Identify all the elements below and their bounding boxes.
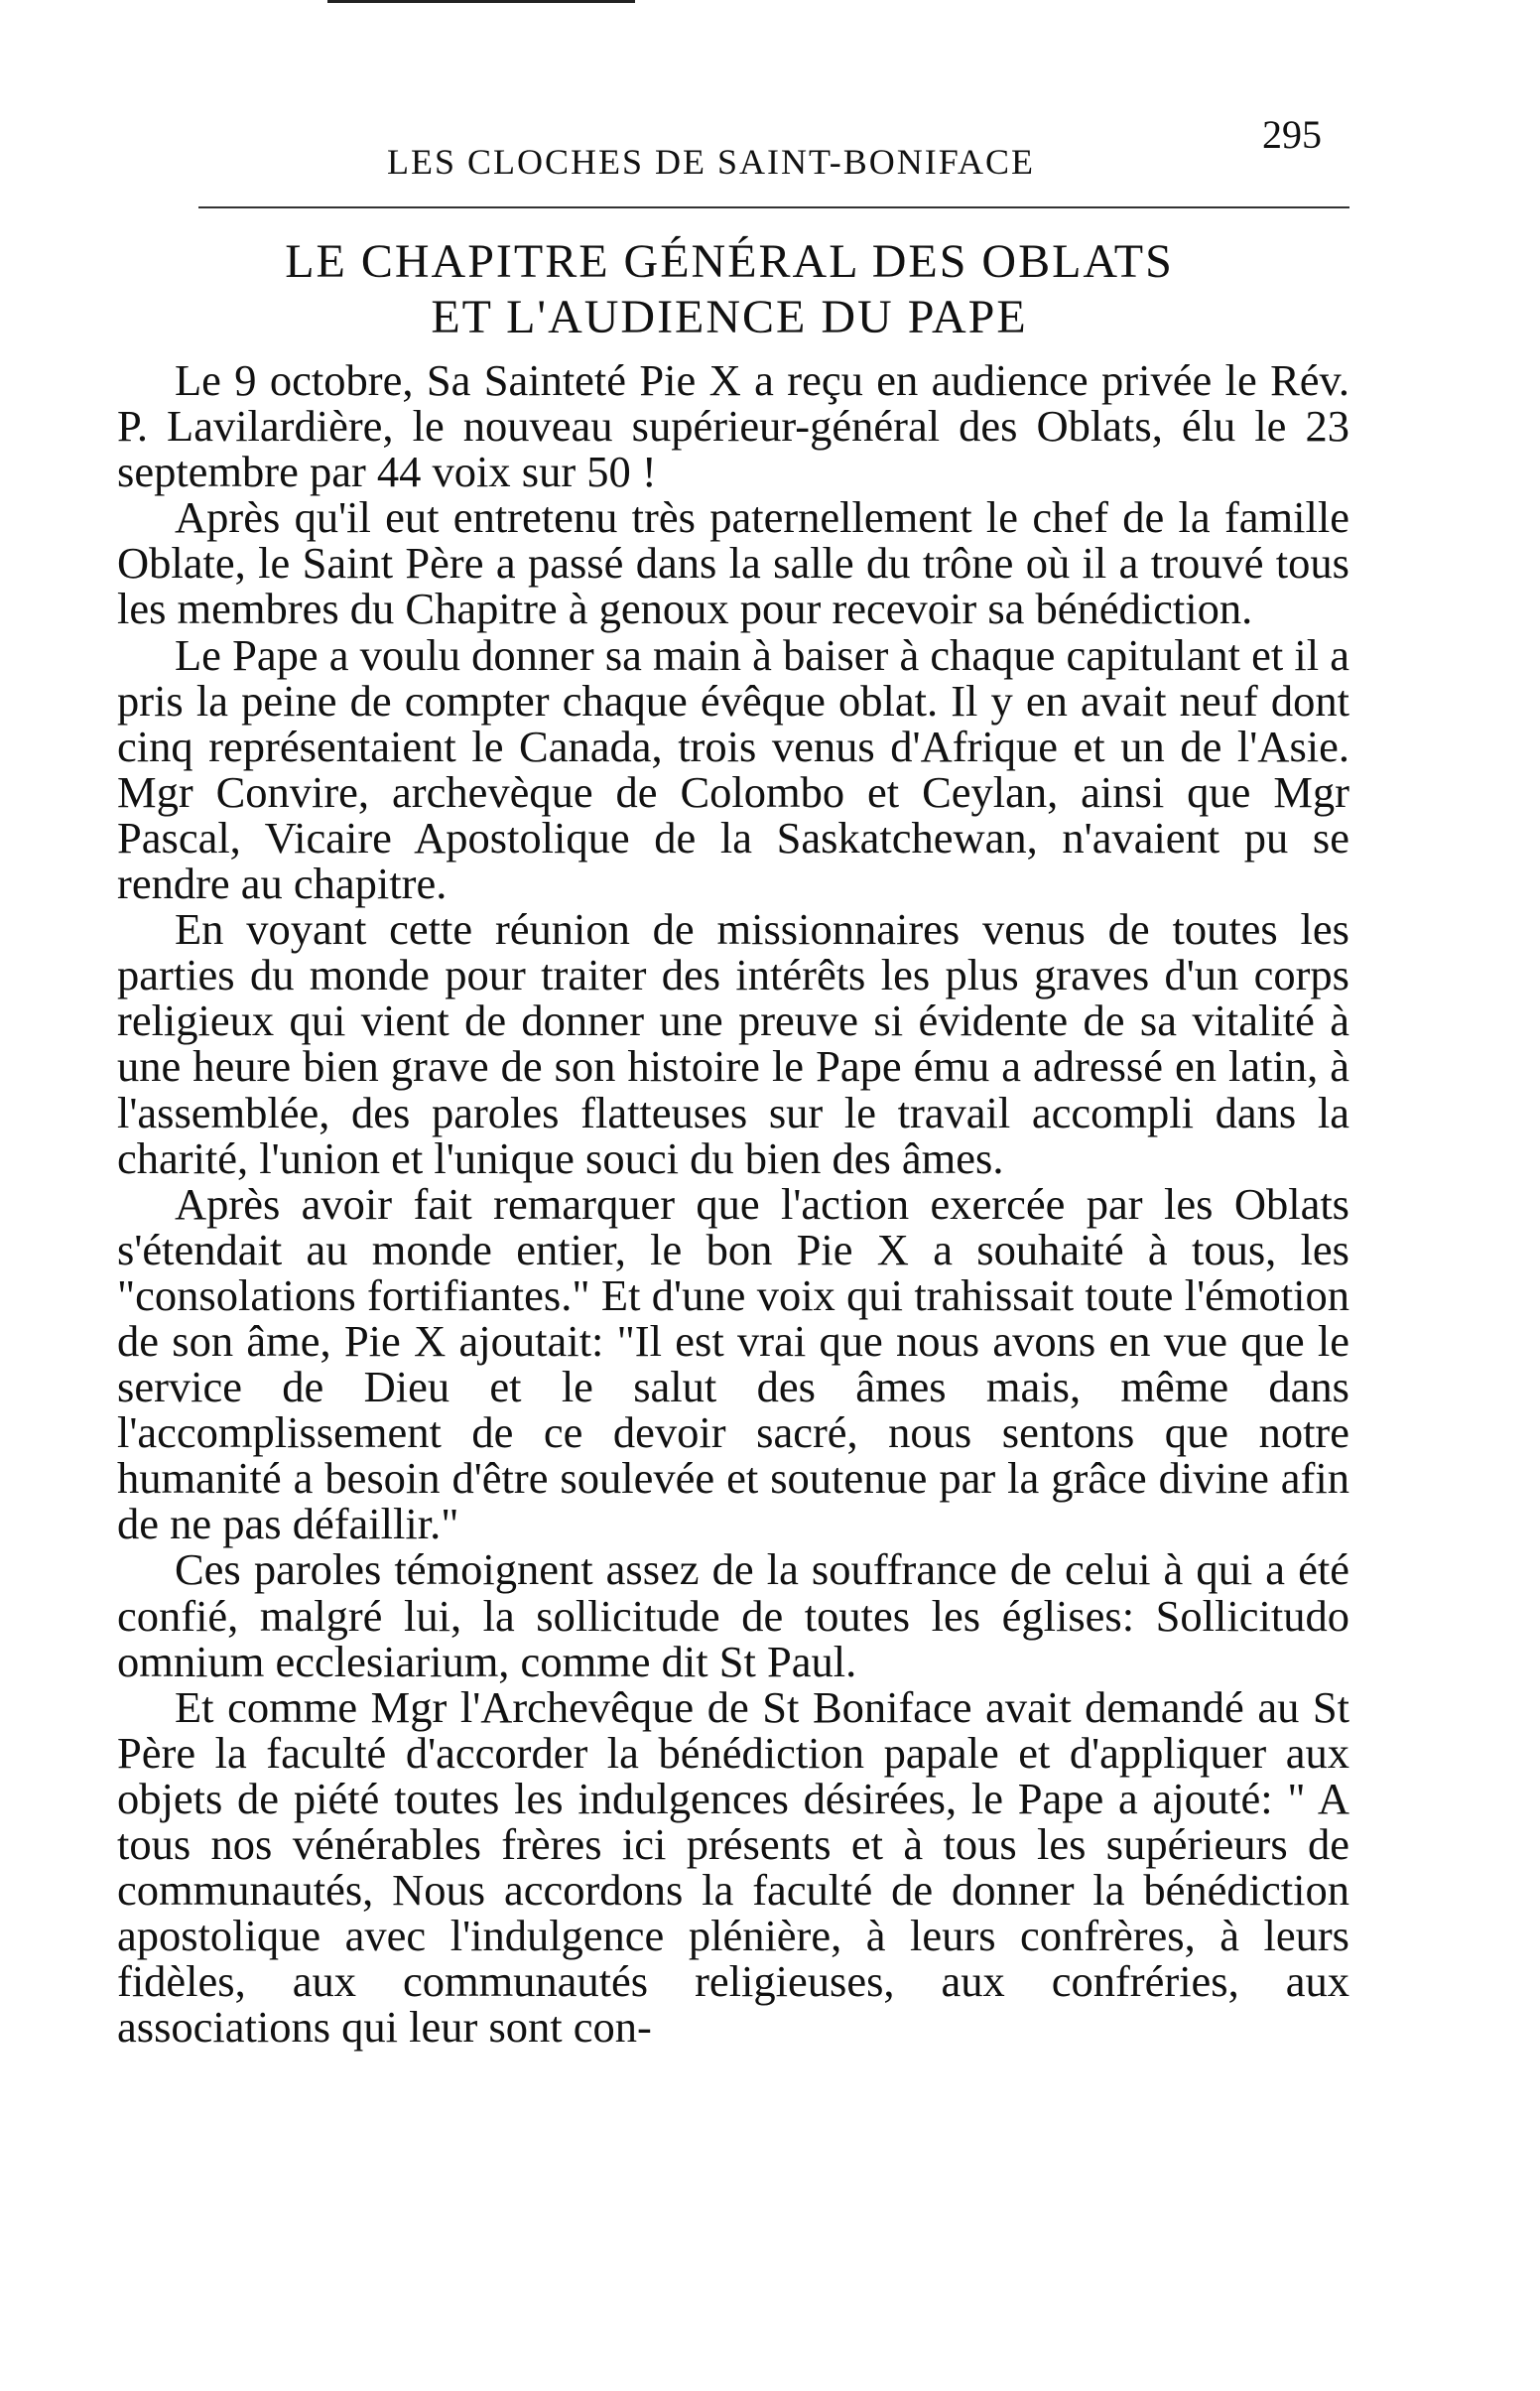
article-title: [109, 234, 1349, 345]
article-body: [117, 355, 1349, 2053]
paragraph: En voyant cette réunion de missionnaires venus de toutes les parties du monde pour traiter des intérêts les plus graves d'un corps religieux qui vient de donner une preuve si évidente de sa vitalité à une heure bien grave de son histoire le Pape ému a adressé en latin, à l'assemblée, des paroles flatteuses sur le travail accompli dans la charité, l'union et l'unique souci du bien des âmes.: [117, 904, 1349, 1183]
paragraph: Ces paroles témoignent assez de la souffrance de celui à qui a été confié, malgré lui, la sollicitude de toutes les églises: Sollicitudo omnium ecclesiarium, comme dit St Paul.: [117, 1544, 1349, 1686]
paragraph: Après qu'il eut entretenu très paternellement le chef de la famille Oblate, le Saint Père a passé dans la salle du trône où il a trouvé tous les membres du Chapitre à genoux pour recevoir sa bénédiction.: [117, 492, 1349, 634]
page-number: 295: [1262, 112, 1322, 157]
paragraph: Après avoir fait remarquer que l'action exercée par les Oblats s'étendait au monde entier, le bon Pie X a souhaité à tous, les "consolations fortifiantes." Et d'une voix qui trahissait toute l'émotion de son âme, Pie X ajoutait: "Il est vrai que nous avons en vue que le service de Dieu et le salut des âmes mais, même dans l'accomplissement de ce devoir sacré, nous sentons que notre humanité a besoin d'être soulevée et soutenue par la grâce divine afin de ne pas défaillir.": [117, 1178, 1349, 1549]
running-title: LES CLOCHES DE SAINT-BONIFACE: [387, 142, 1036, 182]
article-title-line-1: LE CHAPITRE GÉNÉRAL DES OBLATS: [285, 235, 1174, 288]
paragraph: Et comme Mgr l'Archevêque de St Boniface avait demandé au St Père la faculté d'accorder la bénédiction papale et d'appliquer aux objets de piété toutes les indulgences désirées, le Pape a ajouté: " A tous nos vénérables frères ici présents et à tous les supérieurs de communautés, Nous accordons la faculté de donner la bénédiction apostolique avec l'indulgence plénière, à leurs confrères, à leurs fidèles, aux communautés religieuses, aux confréries, aux associations qui leur sont con-: [117, 1681, 1349, 2053]
running-head: [0, 112, 1540, 191]
article-title-line-2: ET L'AUDIENCE DU PAPE: [431, 291, 1028, 343]
top-edge-rule: [327, 0, 635, 3]
paragraph: Le 9 octobre, Sa Sainteté Pie X a reçu en audience privée le Rév. P. Lavilardière, le nouveau supérieur-général des Oblats, élu le 23 septembre par 44 voix sur 50 !: [117, 355, 1349, 497]
paragraph: Le Pape a voulu donner sa main à baiser à chaque capitulant et il a pris la peine de compter chaque évêque oblat. Il y en avait neuf dont cinq représentaient le Canada, trois venus d'Afrique et un de l'Asie. Mgr Convire, archevèque de Colombo et Ceylan, ainsi que Mgr Pascal, Vicaire Apostolique de la Saskatchewan, n'avaient pu se rendre au chapitre.: [117, 629, 1349, 909]
header-divider: [198, 206, 1349, 208]
